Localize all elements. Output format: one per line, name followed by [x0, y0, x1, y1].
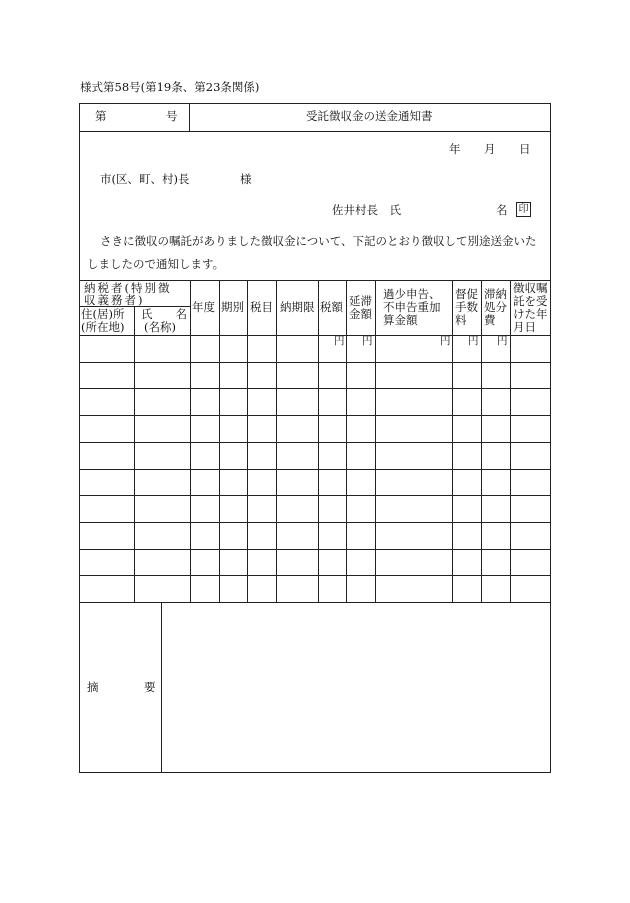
col-line-penalty [452, 280, 453, 602]
col-line-taxpayer [190, 280, 191, 602]
yen-unit-penalty: 円 [440, 335, 451, 347]
top-divider [189, 103, 190, 131]
col-line-due-date [318, 280, 319, 602]
top-row-line [79, 131, 551, 132]
date-day: 日 [519, 142, 531, 156]
col-commission-header-l2: 託を受 [513, 294, 548, 308]
col-demand-fee-header-l2: 手数 [455, 300, 478, 314]
addressee-office: 市(区、町、村)長 [100, 172, 190, 186]
col-due-date-header: 納期限 [280, 300, 315, 314]
col-penalty-header-l2: 不申告重加 [383, 300, 441, 314]
col-year-header: 年度 [192, 300, 215, 314]
date-month: 月 [484, 142, 496, 156]
table-row-line [79, 549, 551, 550]
table-row-line [79, 522, 551, 523]
col-delinquency-header-l2: 金額 [349, 307, 372, 321]
table-row-line [79, 442, 551, 443]
col-disposition-header-l3: 費 [484, 313, 496, 327]
col-line-year [219, 280, 220, 602]
col-demand-fee-header-l1: 督促 [455, 287, 478, 301]
col-tax-item-header: 税目 [250, 300, 273, 314]
yen-unit-tax-amount: 円 [334, 335, 345, 347]
yen-unit-delinquency: 円 [362, 335, 373, 347]
col-penalty-header-l1: 過少申告、 [383, 287, 441, 301]
taxpayer-header-l2: 収義務者) [84, 293, 145, 307]
col-line-tax-amount [346, 280, 347, 602]
col-tax-amount-header: 税額 [320, 300, 343, 314]
col-commission-header-l4: 月日 [513, 320, 536, 334]
col-demand-fee-header-l3: 料 [455, 313, 467, 327]
col-line-tax-item [276, 280, 277, 602]
col-penalty-header-l3: 算金額 [383, 313, 418, 327]
body-line-1: さきに徴収の嘱託がありました徴収金について、下記のとおり徴収して別途送金いた [100, 234, 537, 248]
header-bottom-line [79, 335, 551, 336]
body-line-2: しましたので通知します。 [87, 257, 225, 271]
col-disposition-header-l1: 滞納 [484, 287, 507, 301]
remarks-top-line [79, 602, 551, 603]
remarks-label-right: 要 [144, 680, 156, 694]
remarks-label-left: 摘 [87, 680, 99, 694]
taxpayer-header-l1: 納税者(特別徴 [84, 281, 172, 295]
col-commission-header-l3: けた年 [513, 307, 548, 321]
yen-unit-demand-fee: 円 [468, 335, 479, 347]
name-header-l2: (名称) [144, 320, 176, 334]
form-label: 様式第58号(第19条、第23条関係) [80, 80, 260, 94]
table-row-line [79, 469, 551, 470]
col-commission-header-l1: 徴収嘱 [513, 281, 548, 295]
seal-mark: 印 [516, 202, 531, 217]
yen-unit-disposition: 円 [497, 335, 508, 347]
remarks-divider [161, 602, 162, 773]
col-disposition-header-l2: 処分 [484, 300, 507, 314]
table-row-line [79, 575, 551, 576]
col-line-demand-fee [481, 280, 482, 602]
name-header-l1: 氏 名 [141, 307, 187, 321]
col-line-period [247, 280, 248, 602]
number-prefix: 第 [95, 109, 107, 123]
sender-title: 佐井村長 氏 [332, 203, 401, 217]
col-period-header: 期別 [221, 300, 244, 314]
table-row-line [79, 388, 551, 389]
number-suffix: 号 [166, 109, 178, 123]
address-header-l1: 住(居)所 [81, 307, 125, 321]
date-year: 年 [449, 142, 461, 156]
table-row-line [79, 415, 551, 416]
col-line-disposition [510, 280, 511, 602]
addressee-honorific: 様 [240, 172, 252, 186]
table-row-line [79, 362, 551, 363]
address-header-l2: (所在地) [81, 320, 125, 334]
sender-name-label: 名 [496, 203, 508, 217]
col-delinquency-header-l1: 延滞 [349, 294, 372, 308]
table-row-line [79, 495, 551, 496]
col-line-address [134, 306, 135, 602]
form-title: 受託徴収金の送金通知書 [306, 109, 433, 123]
col-line-delinquency [375, 280, 376, 602]
